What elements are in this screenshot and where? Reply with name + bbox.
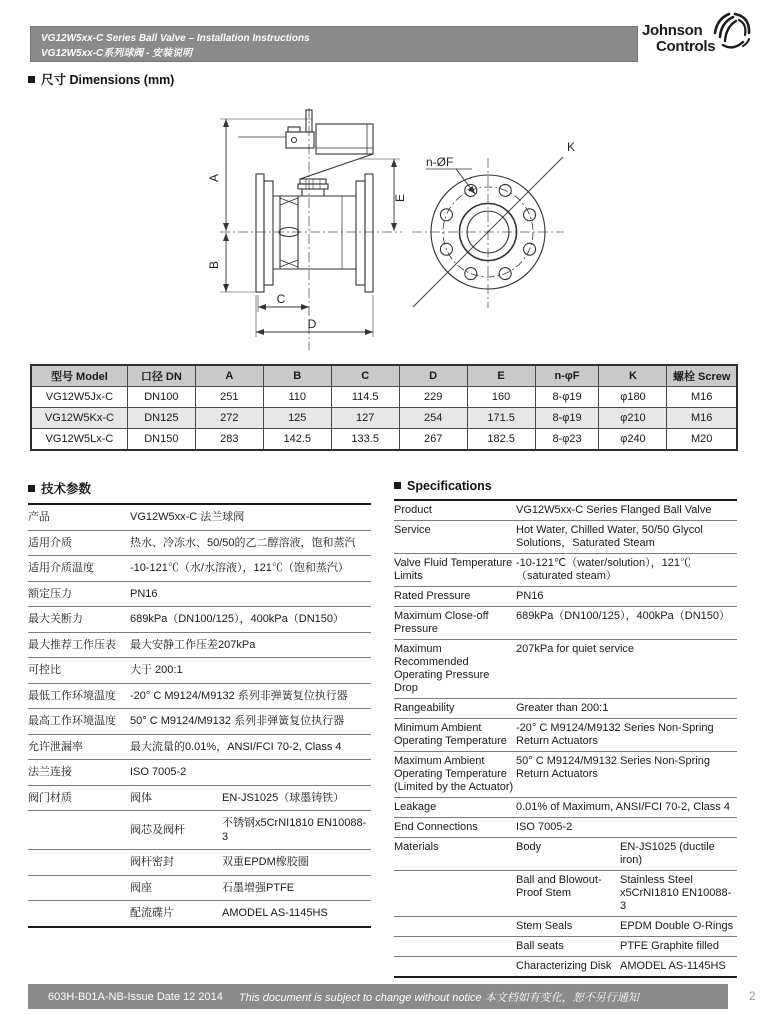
table-header-row bbox=[31, 365, 737, 387]
col-header-screw: 螺栓 Screw bbox=[667, 365, 737, 387]
material-row bbox=[28, 901, 371, 927]
material-name: Body bbox=[516, 838, 620, 871]
dimensions-table bbox=[30, 364, 738, 451]
cell-a: 251 bbox=[195, 387, 263, 408]
spec-label: Service bbox=[394, 521, 516, 554]
spec-row bbox=[28, 504, 371, 530]
spec-value: 大于 200:1 bbox=[130, 658, 371, 684]
spec-value: VG12W5xx-C Series Flanged Ball Valve bbox=[516, 500, 737, 521]
col-header-a: A bbox=[195, 365, 263, 387]
spec-label: 阀门材质 bbox=[28, 785, 130, 811]
material-value: EN-JS1025 (ductile iron) bbox=[620, 838, 737, 871]
spec-value: 最大安静工作压差207kPa bbox=[130, 632, 371, 658]
spec-label: 允许泄漏率 bbox=[28, 734, 130, 760]
material-value: AMODEL AS-1145HS bbox=[222, 907, 328, 919]
cell-c: 114.5 bbox=[331, 387, 399, 408]
cell-model: VG12W5Jx-C bbox=[31, 387, 127, 408]
cell-a: 272 bbox=[195, 408, 263, 429]
spec-row bbox=[28, 709, 371, 735]
material-row bbox=[394, 937, 737, 957]
spec-row bbox=[28, 658, 371, 684]
spec-label: Rangeability bbox=[394, 699, 516, 719]
cell-e: 160 bbox=[467, 387, 535, 408]
specifications-table bbox=[394, 499, 737, 978]
dim-label-d: D bbox=[307, 317, 317, 331]
spec-label: 产品 bbox=[28, 504, 130, 530]
dimensions-heading-text: 尺寸 Dimensions (mm) bbox=[41, 73, 175, 87]
spec-label: 最低工作环境温度 bbox=[28, 683, 130, 709]
cell-dn: DN100 bbox=[127, 387, 195, 408]
spec-row bbox=[394, 521, 737, 554]
specifications-heading-text: Specifications bbox=[407, 479, 492, 493]
material-value: AMODEL AS-1145HS bbox=[620, 960, 726, 972]
spec-row bbox=[28, 760, 371, 786]
spec-row bbox=[394, 719, 737, 752]
square-bullet-icon bbox=[28, 76, 35, 83]
spec-row bbox=[28, 556, 371, 582]
valve-dimension-drawing bbox=[176, 102, 628, 360]
spec-value: 689kPa（DN100/125），400kPa（DN150） bbox=[130, 607, 371, 633]
col-header-model: 型号 Model bbox=[31, 365, 127, 387]
spec-value: -20° C M9124/M9132 系列非弹簧复位执行器 bbox=[130, 683, 371, 709]
cell-model: VG12W5Kx-C bbox=[31, 408, 127, 429]
spec-label: 法兰连接 bbox=[28, 760, 130, 786]
spec-label: Valve Fluid Temperature Limits bbox=[394, 554, 516, 587]
table-row bbox=[31, 408, 737, 429]
material-row bbox=[394, 957, 737, 978]
spec-row bbox=[394, 587, 737, 607]
square-bullet-icon bbox=[394, 482, 401, 489]
cell-nf: 8-φ19 bbox=[535, 387, 599, 408]
spec-row bbox=[394, 752, 737, 798]
dim-label-b: B bbox=[207, 260, 221, 270]
material-row bbox=[28, 811, 371, 850]
spec-label-empty bbox=[28, 901, 130, 927]
table-row bbox=[31, 429, 737, 451]
spec-label: End Connections bbox=[394, 818, 516, 838]
spec-value: PN16 bbox=[516, 587, 737, 607]
col-header-c: C bbox=[331, 365, 399, 387]
spec-label-empty bbox=[394, 871, 516, 917]
header-bar bbox=[30, 26, 638, 62]
spec-value: 207kPa for quiet service bbox=[516, 640, 737, 699]
material-row bbox=[394, 838, 737, 871]
spec-label: Product bbox=[394, 500, 516, 521]
material-name: 阀芯及阀杆 bbox=[130, 811, 222, 850]
cell-b: 125 bbox=[263, 408, 331, 429]
spec-label-empty bbox=[394, 957, 516, 978]
cell-dn: DN125 bbox=[127, 408, 195, 429]
spec-label: 适用介质温度 bbox=[28, 556, 130, 582]
spec-label: 适用介质 bbox=[28, 530, 130, 556]
tech-params-section bbox=[28, 479, 371, 928]
spec-row bbox=[28, 581, 371, 607]
spec-value: 0.01% of Maximum, ANSI/FCI 70-2, Class 4 bbox=[516, 798, 737, 818]
cell-nf: 8-φ23 bbox=[535, 429, 599, 451]
spec-row bbox=[394, 500, 737, 521]
material-row bbox=[28, 875, 371, 901]
spec-value: Hot Water, Chilled Water, 50/50 Glycol Solutions，Saturated Steam bbox=[516, 521, 737, 554]
specifications-section bbox=[394, 479, 737, 978]
spec-row bbox=[28, 530, 371, 556]
spec-value: ISO 7005-2 bbox=[130, 760, 371, 786]
spec-value: -10-121℃（水/水溶液），121℃（饱和蒸汽） bbox=[130, 556, 371, 582]
cell-model: VG12W5Lx-C bbox=[31, 429, 127, 451]
bolt-circle-label: K bbox=[567, 140, 576, 154]
page-number: 2 bbox=[749, 989, 756, 1003]
table-row bbox=[31, 387, 737, 408]
cell-d: 254 bbox=[399, 408, 467, 429]
spec-value: 689kPa（DN100/125），400kPa（DN150） bbox=[516, 607, 737, 640]
spec-label: 最大关断力 bbox=[28, 607, 130, 633]
specifications-heading bbox=[394, 479, 737, 493]
doc-code: 603H-B01A-NB-Issue Date 12 2014 bbox=[48, 990, 223, 1003]
material-value: EN-JS1025（球墨铸铁） bbox=[222, 785, 371, 811]
material-value: PTFE Graphite filled bbox=[620, 937, 737, 957]
col-header-dn: 口径 DN bbox=[127, 365, 195, 387]
cell-c: 127 bbox=[331, 408, 399, 429]
dimensions-heading bbox=[28, 70, 174, 88]
col-header-k: K bbox=[599, 365, 667, 387]
spec-label: Minimum Ambient Operating Temperature bbox=[394, 719, 516, 752]
spec-label: Maximum Close-off Pressure bbox=[394, 607, 516, 640]
tech-params-table bbox=[28, 503, 371, 928]
cell-k: φ240 bbox=[599, 429, 667, 451]
tech-params-heading bbox=[28, 479, 371, 497]
doc-title-en: VG12W5xx-C Series Ball Valve – Installation Instructions bbox=[41, 33, 310, 44]
johnson-controls-swirl-icon bbox=[705, 11, 759, 51]
spec-row bbox=[394, 699, 737, 719]
material-value: 不锈钢x5CrNI1810 EN10088-3 bbox=[222, 811, 371, 850]
spec-label: 最大推荐工作压表 bbox=[28, 632, 130, 658]
cell-d: 229 bbox=[399, 387, 467, 408]
cell-dn: DN150 bbox=[127, 429, 195, 451]
logo-text-johnson: Johnson bbox=[642, 22, 703, 39]
col-header-b: B bbox=[263, 365, 331, 387]
cell-c: 133.5 bbox=[331, 429, 399, 451]
spec-value: -10-121℃（water/solution），121℃（saturated steam） bbox=[516, 554, 737, 587]
logo-text-controls: Controls bbox=[656, 38, 716, 55]
cell-b: 142.5 bbox=[263, 429, 331, 451]
cell-b: 110 bbox=[263, 387, 331, 408]
cell-screw: M20 bbox=[667, 429, 737, 451]
spec-value: 最大流量的0.01%，ANSI/FCI 70-2, Class 4 bbox=[130, 734, 371, 760]
spec-row bbox=[28, 683, 371, 709]
material-name: 阀杆密封 bbox=[130, 850, 222, 876]
col-header-e: E bbox=[467, 365, 535, 387]
material-name: Characterizing Disk bbox=[516, 960, 612, 972]
material-value: 双重EPDM橡胶圈 bbox=[222, 850, 371, 876]
tech-params-heading-text: 技术参数 bbox=[41, 482, 92, 496]
spec-label: 额定压力 bbox=[28, 581, 130, 607]
change-notice: This document is subject to change without notice 本文档如有变化，恕不另行通知 bbox=[238, 991, 639, 1004]
col-header-d: D bbox=[399, 365, 467, 387]
spec-row bbox=[28, 734, 371, 760]
material-value: 石墨增强PTFE bbox=[222, 875, 371, 901]
spec-label-empty bbox=[28, 850, 130, 876]
spec-row bbox=[28, 607, 371, 633]
material-name: Ball and Blowout-Proof Stem bbox=[516, 871, 620, 917]
spec-label-empty bbox=[28, 875, 130, 901]
cell-d: 267 bbox=[399, 429, 467, 451]
spec-label: Rated Pressure bbox=[394, 587, 516, 607]
spec-label: 最高工作环境温度 bbox=[28, 709, 130, 735]
material-row bbox=[394, 917, 737, 937]
material-row bbox=[28, 785, 371, 811]
spec-row bbox=[394, 607, 737, 640]
material-value: Stainless Steel x5CrNI1810 EN10088-3 bbox=[620, 871, 737, 917]
spec-label: 可控比 bbox=[28, 658, 130, 684]
cell-a: 283 bbox=[195, 429, 263, 451]
spec-label-empty bbox=[28, 811, 130, 850]
spec-row bbox=[28, 632, 371, 658]
spec-label: Maximum Recommended Operating Pressure Drop bbox=[394, 640, 516, 699]
cell-k: φ180 bbox=[599, 387, 667, 408]
spec-value: VG12W5xx-C 法兰球阀 bbox=[130, 504, 371, 530]
material-name: Stem Seals bbox=[516, 917, 620, 937]
spec-value: PN16 bbox=[130, 581, 371, 607]
spec-label-empty bbox=[394, 937, 516, 957]
col-header-nf: n-φF bbox=[535, 365, 599, 387]
spec-label: Maximum Ambient Operating Temperature (Limited by the Actuator) bbox=[394, 752, 516, 798]
material-row bbox=[394, 871, 737, 917]
material-name: 配流碟片 bbox=[130, 907, 174, 919]
spec-value: 50° C M9124/M9132 系列非弹簧复位执行器 bbox=[130, 709, 371, 735]
spec-label-empty bbox=[394, 917, 516, 937]
material-name: 阀座 bbox=[130, 875, 222, 901]
cell-nf: 8-φ19 bbox=[535, 408, 599, 429]
doc-title-zh: VG12W5xx-C系列球阀 - 安装说明 bbox=[41, 48, 193, 59]
dim-label-c: C bbox=[276, 292, 286, 306]
spec-row bbox=[394, 798, 737, 818]
cell-screw: M16 bbox=[667, 387, 737, 408]
spec-label: Leakage bbox=[394, 798, 516, 818]
spec-value: 50° C M9124/M9132 Series Non-Spring Return Actuators bbox=[516, 752, 737, 798]
cell-e: 182.5 bbox=[467, 429, 535, 451]
square-bullet-icon bbox=[28, 485, 35, 492]
spec-value: ISO 7005-2 bbox=[516, 818, 737, 838]
cell-e: 171.5 bbox=[467, 408, 535, 429]
spec-row bbox=[394, 640, 737, 699]
footer-bar bbox=[28, 984, 728, 1009]
spec-row bbox=[394, 554, 737, 587]
spec-value: Greater than 200:1 bbox=[516, 699, 737, 719]
spec-row bbox=[394, 818, 737, 838]
dim-label-e: E bbox=[393, 193, 407, 203]
material-row bbox=[28, 850, 371, 876]
material-name: Ball seats bbox=[516, 937, 620, 957]
dim-label-a: A bbox=[207, 173, 221, 183]
cell-k: φ210 bbox=[599, 408, 667, 429]
spec-label: Materials bbox=[394, 838, 516, 871]
material-name: 阀体 bbox=[130, 785, 222, 811]
material-value: EPDM Double O-Rings bbox=[620, 917, 737, 937]
cell-screw: M16 bbox=[667, 408, 737, 429]
spec-value: -20° C M9124/M9132 Series Non-Spring Return Actuators bbox=[516, 719, 737, 752]
bolt-holes-label: n-ØF bbox=[426, 155, 454, 169]
spec-value: 热水、冷冻水、50/50的乙二醇溶液，饱和蒸汽 bbox=[130, 530, 371, 556]
